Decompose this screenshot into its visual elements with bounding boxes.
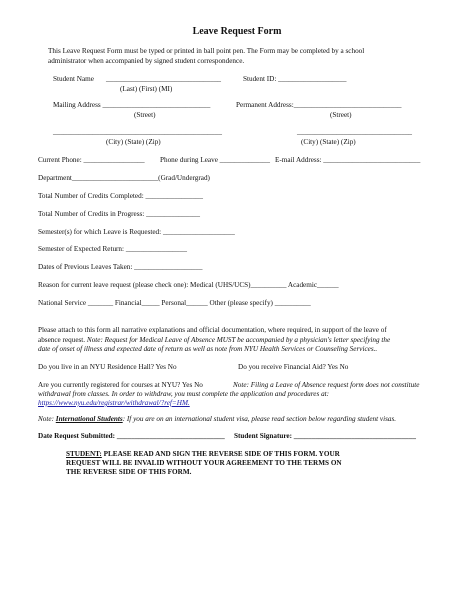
mailing-address-field[interactable]: Mailing Address ______________________________ <box>53 101 211 109</box>
reason-line-2[interactable]: National Service _______ Financial_____ Personal______ Other (please specify) __________ <box>38 299 311 307</box>
semesters-leave-field[interactable]: Semester(s) for which Leave is Requested: ____________________ <box>38 228 235 236</box>
attach-line-2 <box>38 336 390 345</box>
student-notice-label: STUDENT: <box>66 450 102 458</box>
permanent-city-line[interactable]: ________________________________ <box>297 128 412 136</box>
phone-during-leave-field[interactable]: Phone during Leave ______________ <box>160 156 270 164</box>
current-phone-field[interactable]: Current Phone: _________________ <box>38 156 145 164</box>
reason-line-1[interactable]: Reason for current leave request (please check one): Medical (UHS/UCS)__________ Academic______ <box>38 281 339 289</box>
date-submitted-field[interactable]: Date Request Submitted: ______________________________ <box>38 432 225 440</box>
form-title: Leave Request Form <box>192 26 282 37</box>
attach-line-1: Please attach to this form all narrative explanations and official documentation, where required, in support of the leave of <box>38 326 387 334</box>
student-id-field[interactable]: Student ID: ___________________ <box>243 75 347 83</box>
international-label: International Students <box>55 415 123 423</box>
international-note <box>38 415 396 424</box>
residence-hall-question[interactable]: Do you live in an NYU Residence Hall? Yes No <box>38 363 177 371</box>
student-notice-line-1-rest: PLEASE READ AND SIGN THE REVERSE SIDE OF THIS FORM. YOUR <box>101 450 340 458</box>
student-notice-line-1 <box>66 450 340 459</box>
student-name-label: Student Name <box>53 75 94 83</box>
student-notice-line-2: REQUEST WILL BE INVALID WITHOUT YOUR AGREEMENT TO THE TERMS ON <box>66 459 342 467</box>
international-text: : If you are on an international student visa, please read section below regarding student visas. <box>122 415 397 423</box>
email-field[interactable]: E-mail Address: ___________________________ <box>275 156 421 164</box>
attach-line-2-note: Note: Request for Medical Leave of Absence MUST be accompanied by a physician's letter specifying the <box>86 336 391 344</box>
student-notice-line-3: THE REVERSE SIDE OF THIS FORM. <box>66 468 192 476</box>
mailing-street-subtext: (Street) <box>134 111 156 119</box>
registered-question[interactable]: Are you currently registered for courses at NYU? Yes No <box>38 381 203 389</box>
semester-return-field[interactable]: Semester of Expected Return: _________________ <box>38 245 187 253</box>
student-name-field[interactable]: ________________________________ <box>106 75 221 83</box>
intro-line-2: administrator when accompanied by signed student correspondence. <box>48 57 245 65</box>
credits-in-progress-field[interactable]: Total Number of Credits in Progress: _______________ <box>38 210 200 218</box>
mailing-city-subtext: (City) (State) (Zip) <box>106 138 161 146</box>
student-signature-field[interactable]: Student Signature: __________________________________ <box>234 432 416 440</box>
intro-line-1: This Leave Request Form must be typed or printed in ball point pen. The Form may be completed by a school <box>48 47 365 55</box>
credits-completed-field[interactable]: Total Number of Credits Completed: ________________ <box>38 192 203 200</box>
financial-aid-question[interactable]: Do you receive Financial Aid? Yes No <box>238 363 349 371</box>
withdrawal-note-2: withdrawal from classes. In order to withdraw, you must complete the application and procedures at: <box>38 390 330 398</box>
attach-line-2-prefix: absence request. <box>38 336 87 344</box>
department-field[interactable]: Department________________________(Grad/Undergrad) <box>38 174 210 182</box>
withdrawal-link[interactable]: https://www.nyu.edu/registrar/withdrawal/?ref=HM. <box>38 399 190 407</box>
permanent-city-subtext: (City) (State) (Zip) <box>301 138 356 146</box>
permanent-address-field[interactable]: Permanent Address:______________________________ <box>236 101 402 109</box>
mailing-city-line[interactable]: _______________________________________________ <box>53 128 222 136</box>
attach-line-3: date of onset of illness and expected date of return as well as note from NYU Health Services or Counseling Services.. <box>38 345 378 353</box>
international-note-prefix: Note: <box>38 415 56 423</box>
withdrawal-note-1: Note: Filing a Leave of Absence request form does not constitute <box>233 381 420 389</box>
permanent-street-subtext: (Street) <box>330 111 352 119</box>
previous-leaves-field[interactable]: Dates of Previous Leaves Taken: ___________________ <box>38 263 203 271</box>
name-subtext: (Last) (First) (MI) <box>120 85 173 93</box>
